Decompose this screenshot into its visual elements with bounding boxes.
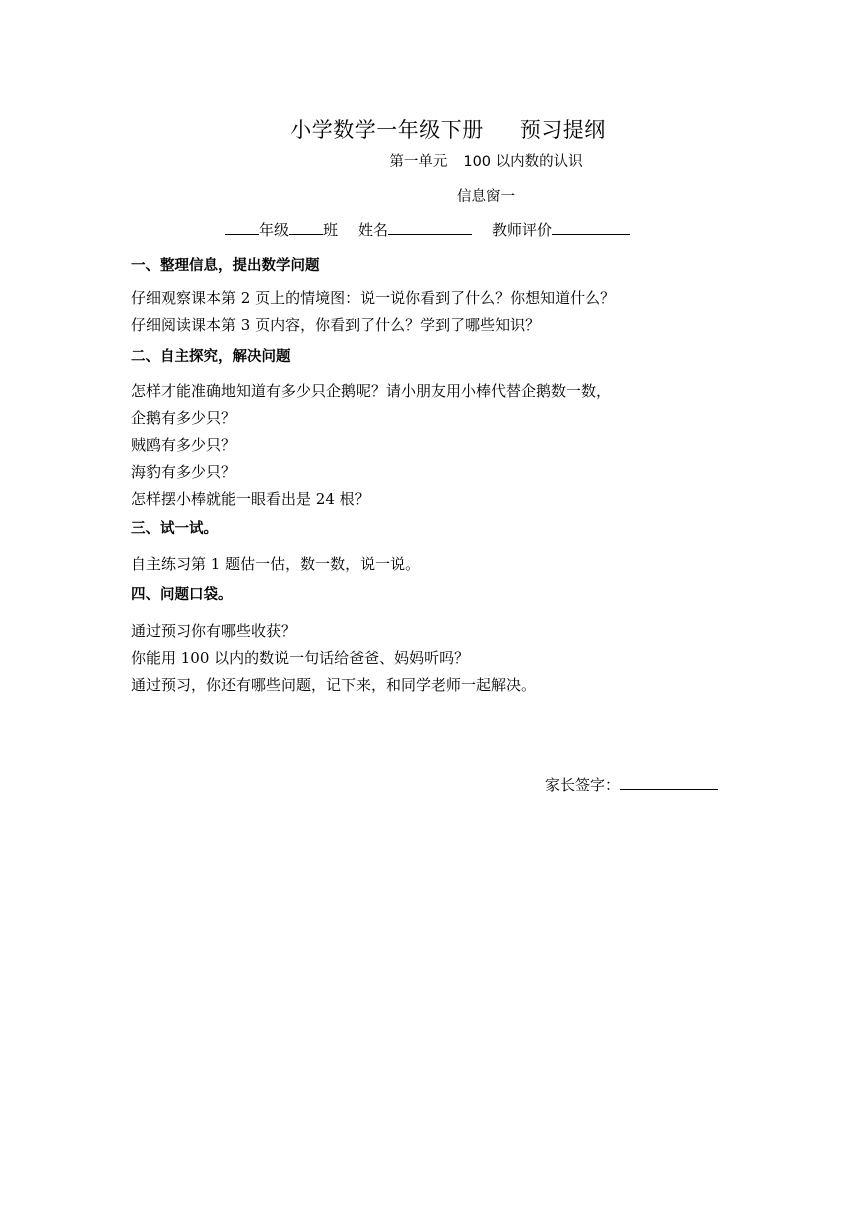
section-body-4 xyxy=(131,618,536,699)
body-line: 通过预习，你还有哪些问题，记下来，和同学老师一起解决。 xyxy=(131,676,537,694)
body-line: 怎样摆小棒就能一眼看出是 24 根？ xyxy=(131,490,370,508)
body-line: 贼鸥有多少只？ xyxy=(131,436,237,454)
section-heading-2: 二、自主探究，解决问题 xyxy=(131,349,291,365)
body-line: 海豹有多少只？ xyxy=(131,463,237,481)
body-line: 你能用 100 以内的数说一句话给爸爸、妈妈听吗？ xyxy=(131,649,470,667)
unit-topic: 100 以内数的认识 xyxy=(463,154,583,170)
class-blank[interactable] xyxy=(289,218,323,235)
parent-signature-blank[interactable] xyxy=(620,773,718,790)
body-line: 仔细阅读课本第 3 页内容，你看到了什么？学到了哪些知识？ xyxy=(131,316,541,334)
section-body-1 xyxy=(131,285,615,339)
body-line: 企鹅有多少只？ xyxy=(131,409,237,427)
student-info-line xyxy=(225,218,630,240)
unit-subtitle xyxy=(56,150,860,171)
eval-blank[interactable] xyxy=(552,218,630,235)
name-label: 姓名 xyxy=(358,221,389,239)
info-window-label: 信息窗一 xyxy=(457,189,515,205)
eval-label: 教师评价 xyxy=(492,221,553,239)
body-line: 仔细观察课本第 2 页上的情境图：说一说你看到了什么？你想知道什么？ xyxy=(131,289,616,307)
body-line: 自主练习第 1 题估一估，数一数，说一说。 xyxy=(131,555,421,573)
unit-label: 第一单元 xyxy=(389,154,448,170)
parent-signature xyxy=(545,773,718,795)
title-sub: 预习提纲 xyxy=(519,118,606,142)
title-main: 小学数学一年级下册 xyxy=(290,118,484,142)
section-heading-1: 一、整理信息，提出数学问题 xyxy=(131,258,320,274)
body-line: 通过预习你有哪些收获？ xyxy=(131,622,297,640)
document-title xyxy=(18,114,860,144)
section-heading-4: 四、问题口袋。 xyxy=(131,587,233,603)
section-heading-3: 三、试一试。 xyxy=(131,521,218,537)
section-body-3 xyxy=(131,551,420,578)
parent-signature-label: 家长签字： xyxy=(545,776,621,794)
name-blank[interactable] xyxy=(388,218,472,235)
grade-blank[interactable] xyxy=(225,218,259,235)
body-line: 怎样才能准确地知道有多少只企鹅呢？请小朋友用小棒代替企鹅数一数， xyxy=(131,382,612,400)
class-label: 班 xyxy=(323,221,339,239)
grade-label: 年级 xyxy=(259,221,290,239)
section-body-2 xyxy=(131,378,611,513)
